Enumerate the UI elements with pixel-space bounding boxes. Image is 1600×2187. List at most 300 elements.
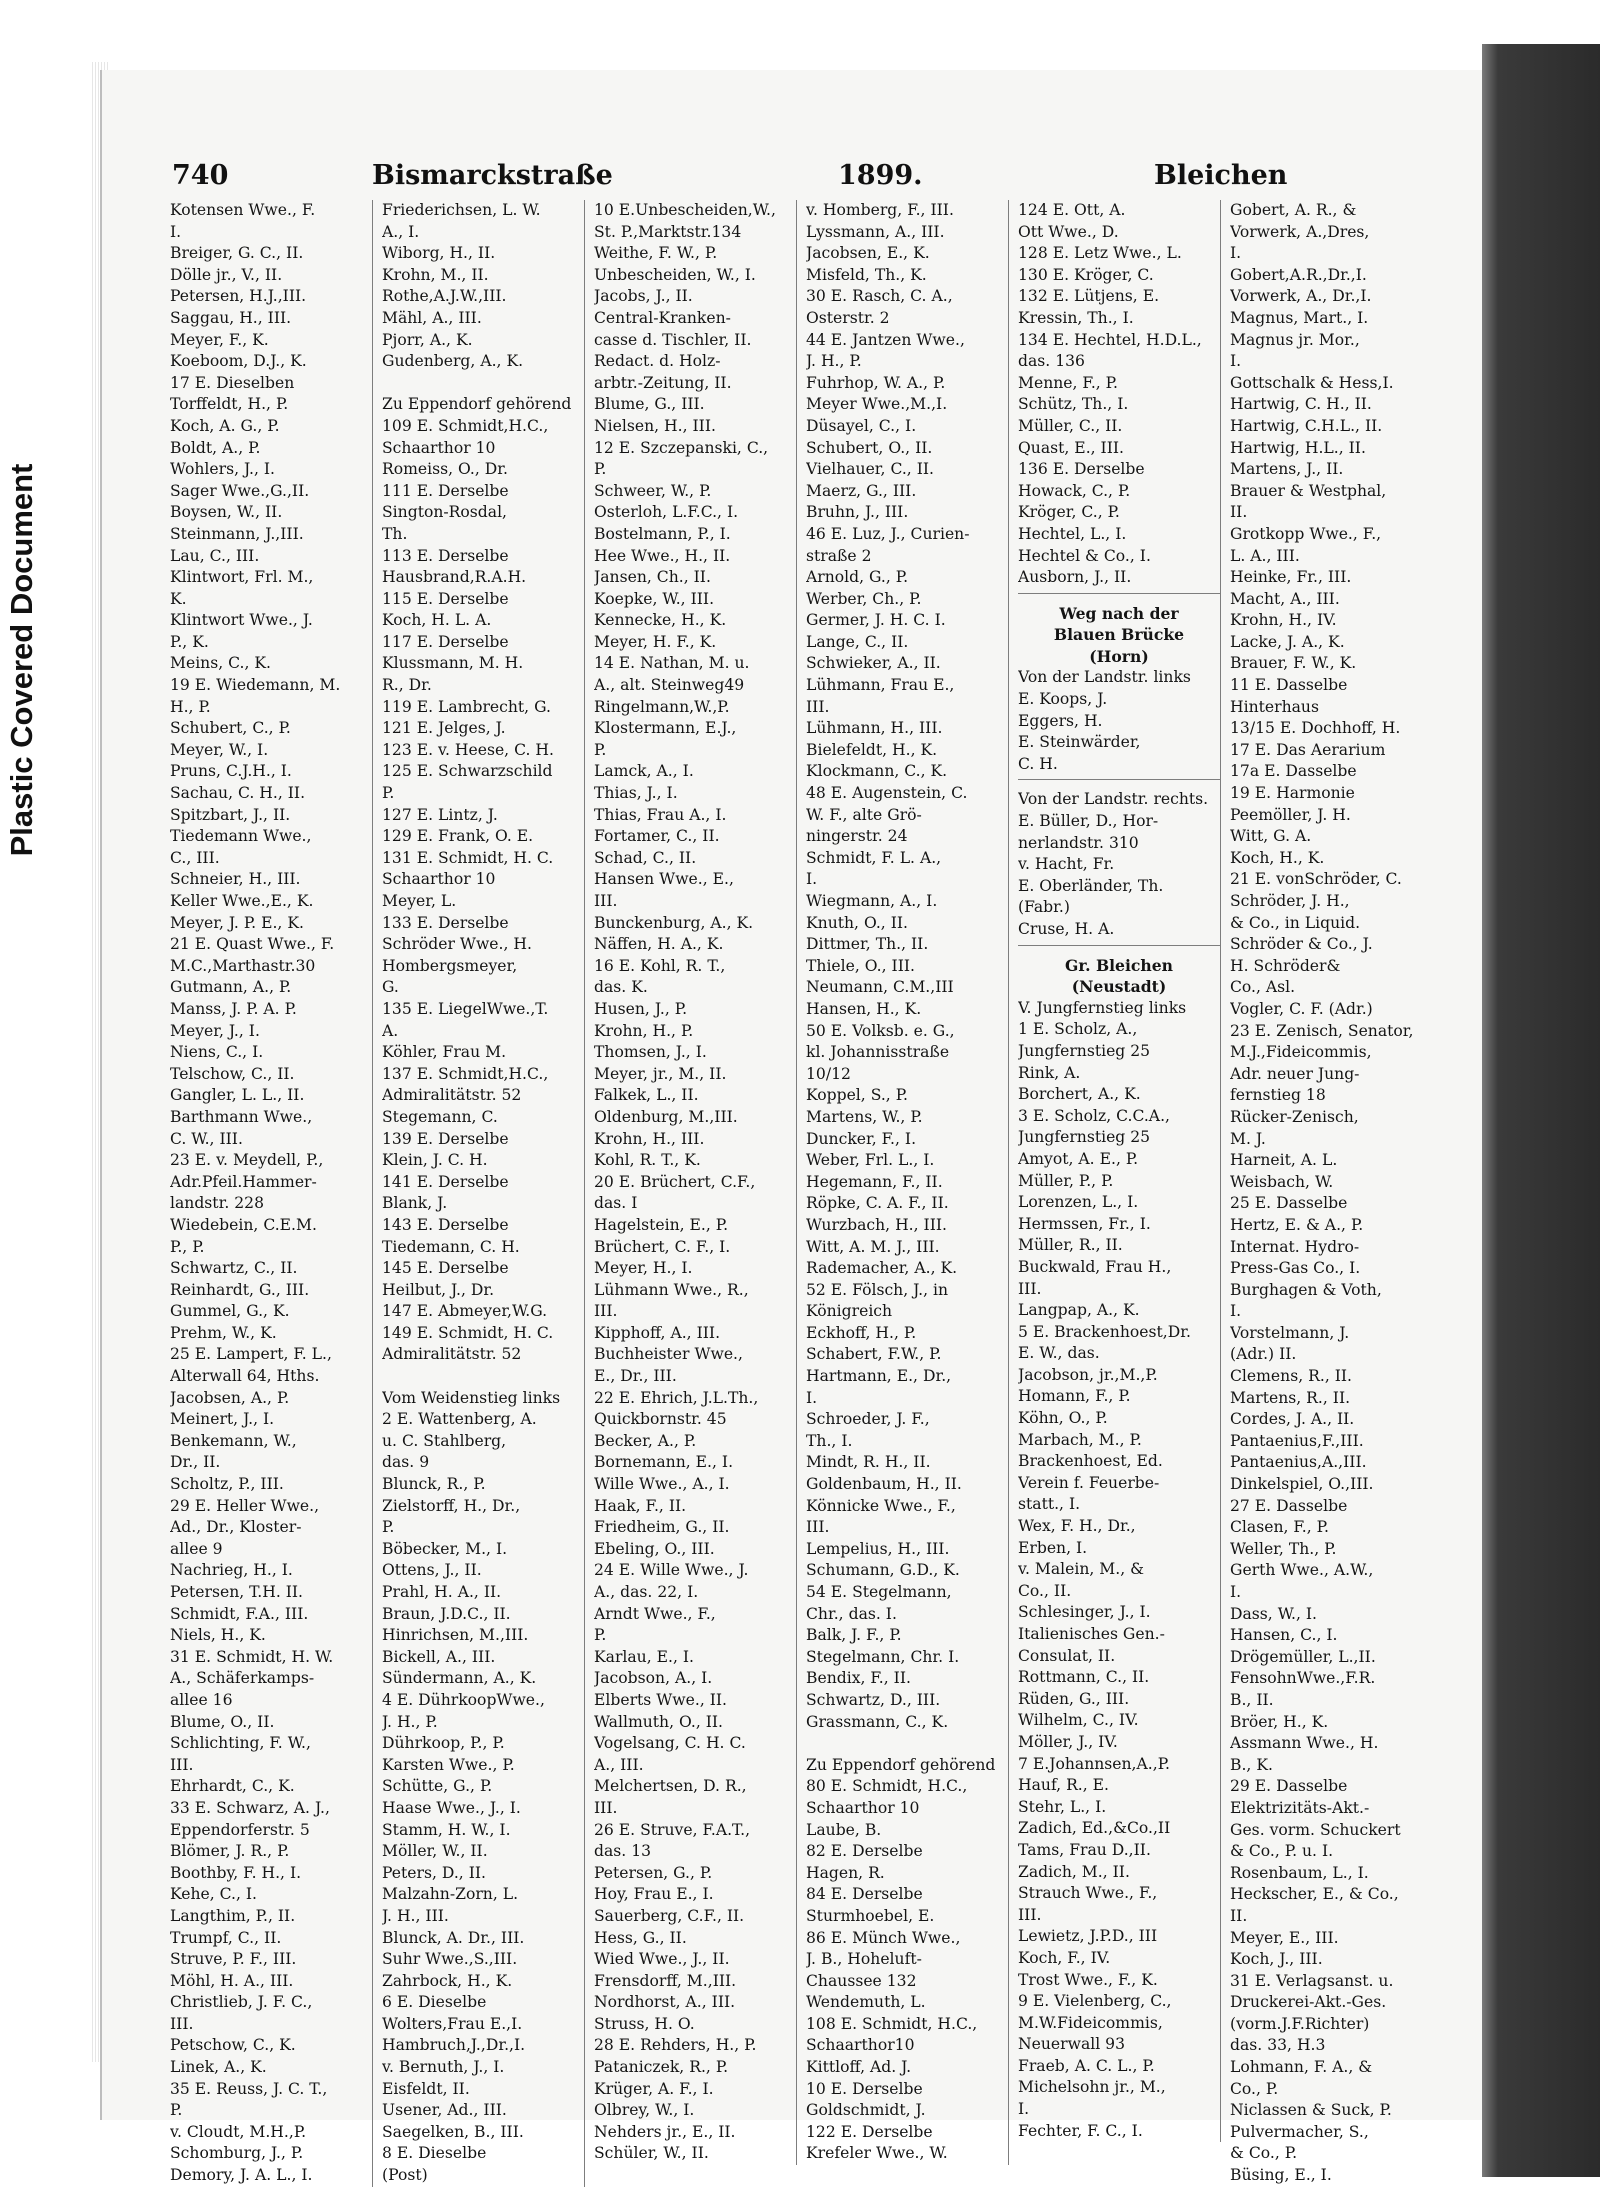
scanner-edge [1482, 44, 1600, 2177]
directory-entry-line: Klintwort Wwe., J. [170, 611, 313, 630]
directory-entry-line: E. Koops, J. [1018, 690, 1108, 709]
directory-entry-line: 46 E. Luz, J., Curien- [806, 524, 970, 543]
directory-entry-line: I. [1018, 2100, 1030, 2119]
directory-entry-line: H., P. [170, 697, 211, 716]
directory-entry-line: 139 E. Derselbe [382, 1129, 509, 1148]
directory-entry-line: Krüger, A. F., I. [594, 2079, 714, 2098]
directory-entry-line: 25 E. Dasselbe [1230, 1194, 1348, 1213]
directory-entry-line: Witt, A. M. J., III. [806, 1237, 940, 1256]
directory-entry-line: Hess, G., II. [594, 1928, 687, 1947]
directory-entry-line: Co., II. [1018, 1581, 1072, 1600]
directory-entry-line: Eggers, H. [1018, 711, 1103, 730]
directory-entry-line: Cruse, H. A. [1018, 920, 1115, 938]
directory-entry-line: 84 E. Derselbe [806, 1885, 923, 1904]
directory-entry-line: Meyer, jr., M., II. [594, 1064, 727, 1083]
directory-entry-line: Frensdorff, M.,III. [594, 1971, 737, 1990]
directory-entry-line: A., das. 22, I. [594, 1583, 699, 1601]
directory-entry-line: Fraeb, A. C. L., P. [1018, 2056, 1155, 2075]
directory-entry-line: I. [1230, 244, 1242, 263]
directory-entry-line: fernstieg 18 [1230, 1086, 1326, 1105]
directory-entry-line: Jacobson, A., I. [594, 1669, 713, 1688]
directory-entry-line: Amyot, A. E., P. [1018, 1149, 1139, 1168]
directory-entry-line: Niclassen & Suck, P. [1230, 2101, 1392, 2120]
directory-entry-line: Meyer, E., III. [1230, 1928, 1339, 1947]
directory-entry-line: P., K. [170, 632, 209, 651]
directory-entry-line: 119 E. Lambrecht, G. [382, 697, 551, 716]
directory-entry-line: 131 E. Schmidt, H. C. [382, 848, 554, 867]
directory-entry-line: Goldschmidt, J. [806, 2101, 926, 2120]
directory-entry-line: Vorstelmann, J. [1230, 1323, 1350, 1342]
directory-entry-line: 133 E. Derselbe [382, 913, 509, 932]
directory-entry-line: Kennecke, H., K. [594, 611, 727, 630]
directory-entry-line: Th. [382, 524, 408, 543]
directory-entry-line: C., III. [170, 848, 220, 867]
directory-entry-line: C. W., III. [170, 1129, 243, 1148]
directory-entry-line: Menne, F., P. [1018, 373, 1118, 392]
directory-entry-line: Lühmann, Frau E., [806, 676, 955, 695]
directory-entry-line: 10/12 [806, 1064, 851, 1083]
directory-entry-line: Vom Weidenstieg links [382, 1388, 561, 1407]
directory-entry-line: Meyer Wwe.,M.,I. [806, 395, 948, 414]
directory-entry-line: v. Bernuth, J., I. [382, 2058, 505, 2077]
directory-entry-line: Ott Wwe., D. [1018, 222, 1119, 241]
directory-entry-line: Wiegmann, A., I. [806, 892, 938, 910]
directory-entry-line: Klussmann, M. H. [382, 654, 524, 673]
directory-entry-line: Blank, J. [382, 1194, 448, 1213]
directory-entry-line: Adr. neuer Jung- [1230, 1064, 1360, 1083]
directory-entry-line: Gottschalk & Hess,I. [1230, 373, 1394, 392]
directory-entry-line: Pantaenius,F.,III. [1230, 1431, 1364, 1450]
directory-entry-line: Schwartz, C., II. [170, 1259, 298, 1278]
directory-entry-line: II. [1230, 1906, 1248, 1925]
directory-entry-line: 141 E. Derselbe [382, 1172, 509, 1191]
directory-entry-line: Röpke, C. A. F., II. [806, 1194, 949, 1213]
directory-entry-line: Quickbornstr. 45 [594, 1410, 727, 1429]
directory-entry-line: E. Oberländer, Th. [1018, 876, 1164, 895]
directory-entry-line: Chr., das. I. [806, 1604, 897, 1623]
directory-entry-line: Zu Eppendorf gehörend [806, 1755, 996, 1774]
directory-entry-line: Heckscher, E., & Co., [1230, 1885, 1399, 1904]
directory-entry-line: I. [1230, 352, 1242, 371]
directory-entry-line: straße 2 [806, 546, 872, 565]
directory-entry-line: P. [594, 740, 607, 759]
directory-entry-line: arbtr.-Zeitung, II. [594, 373, 732, 392]
directory-entry-line: P. [170, 2101, 183, 2120]
directory-entry-line: Ebeling, O., III. [594, 1539, 715, 1558]
directory-entry-line: & Co., P. u. I. [1230, 1842, 1334, 1861]
directory-entry-line: Schmidt, F.A., III. [170, 1604, 309, 1623]
directory-entry-line: A., alt. Steinweg49 [594, 676, 745, 695]
directory-entry-line: Buckwald, Frau H., [1018, 1257, 1172, 1276]
directory-entry-line: Struve, P. F., III. [170, 1950, 297, 1969]
directory-entry-line: Schaarthor 10 [382, 870, 496, 889]
directory-entry-line: Bornemann, E., I. [594, 1453, 734, 1472]
directory-entry-line: Olbrey, W., I. [594, 2101, 695, 2120]
directory-entry-line: K. [170, 589, 187, 608]
directory-entry-line: 82 E. Derselbe [806, 1842, 923, 1861]
directory-entry-line: Gerth Wwe., A.W., [1230, 1561, 1374, 1580]
directory-entry-line: Schaarthor 10 [806, 1798, 920, 1817]
directory-entry-line: Vorwerk, A., Dr.,I. [1230, 287, 1372, 306]
directory-entry-line: Druckerei-Akt.-Ges. [1230, 1993, 1387, 2012]
directory-entry-line: Witt, G. A. [1230, 827, 1312, 846]
directory-entry-line: Schaarthor 10 [382, 438, 496, 457]
directory-entry-line: Consulat, II. [1018, 1646, 1116, 1665]
directory-column-3 [594, 200, 797, 2165]
directory-entry-line: Zielstorff, H., Dr., [382, 1496, 521, 1515]
directory-entry-line: Husen, J., P. [594, 999, 688, 1018]
directory-entry-line: 8 E. Dieselbe [382, 2144, 487, 2163]
directory-entry-line: Hansen Wwe., E., [594, 870, 734, 889]
directory-entry-line: Meinert, J., I. [170, 1410, 275, 1429]
directory-column-5 [1018, 200, 1221, 2142]
directory-entry-line: Martens, J., II. [1230, 460, 1344, 479]
directory-entry-line: E. Büller, D., Hor- [1018, 812, 1159, 831]
directory-entry-line: (vorm.J.F.Richter) [1230, 2014, 1370, 2033]
directory-entry-line: Heilbut, J., Dr. [382, 1280, 495, 1299]
directory-entry-line: Thias, Frau A., I. [594, 805, 727, 824]
directory-entry-line: Schabert, F.W., P. [806, 1345, 942, 1364]
directory-entry-line: Nehders jr., E., II. [594, 2122, 736, 2141]
directory-entry-line: Italienisches Gen.- [1018, 1625, 1165, 1643]
directory-entry-line: 19 E. Harmonie [1230, 784, 1355, 803]
directory-entry-line: Hinrichsen, M.,III. [382, 1626, 529, 1645]
directory-entry-line: Grassmann, C., K. [806, 1712, 949, 1731]
directory-entry-line: Scholtz, P., III. [170, 1475, 284, 1494]
directory-entry-line: I. [1230, 1302, 1242, 1321]
directory-entry-line: 11 E. Dasselbe [1230, 676, 1348, 695]
directory-entry-line: Thiele, O., III. [806, 956, 915, 975]
directory-entry-line: Clasen, F., P. [1230, 1518, 1329, 1537]
directory-entry-line: L. A., III. [1230, 546, 1300, 565]
directory-entry-line: III. [594, 1302, 618, 1321]
directory-entry-line: 129 E. Frank, O. E. [382, 827, 534, 846]
directory-entry-line: Weisbach, W. [1230, 1172, 1334, 1191]
directory-entry-line: & Co., P. [1230, 2144, 1298, 2163]
directory-entry-line: Neuerwall 93 [1018, 2035, 1126, 2054]
directory-entry-line: Jacobsen, E., K. [806, 244, 930, 263]
directory-entry-line: Schröder & Co., J. [1230, 935, 1373, 954]
directory-entry-line: Co., Asl. [1230, 978, 1296, 997]
directory-entry-line: III. [1018, 1905, 1042, 1924]
directory-entry-line: Peemöller, J. H. [1230, 805, 1351, 824]
directory-entry-line: Schweer, W., P. [594, 481, 712, 500]
directory-entry-line: A., Schäferkamps- [170, 1669, 315, 1688]
directory-entry-line: Nielsen, H., III. [594, 416, 716, 435]
directory-entry-line: 124 E. Ott, A. [1018, 201, 1126, 219]
directory-entry-line: Spitzbart, J., II. [170, 805, 291, 824]
directory-entry-line: 22 E. Ehrich, J.L.Th., [594, 1388, 759, 1407]
directory-entry-line: R., Dr. [382, 676, 432, 695]
directory-entry-line: E. W., das. [1018, 1344, 1100, 1363]
directory-entry-line: Niens, C., I. [170, 1043, 264, 1062]
directory-entry-line: Lohmann, F. A., & [1230, 2058, 1373, 2077]
directory-entry-line: 145 E. Derselbe [382, 1259, 509, 1278]
directory-entry-line: Haak, F., II. [594, 1496, 687, 1515]
directory-entry-line: Alterwall 64, Hths. [170, 1367, 320, 1386]
directory-entry-line: Lacke, J. A., K. [1230, 632, 1345, 651]
directory-entry-line: 28 E. Rehders, H., P. [594, 2036, 757, 2055]
directory-entry-line: Laube, B. [806, 1820, 882, 1839]
directory-entry-line: Klein, J. C. H. [382, 1151, 488, 1170]
directory-entry-line: Stehr, L., I. [1018, 1797, 1107, 1816]
directory-entry-line: Homann, F., P. [1018, 1387, 1131, 1406]
directory-entry-line: Stamm, H. W., I. [382, 1820, 511, 1839]
directory-entry-line: Petersen, H.J.,III. [170, 287, 307, 306]
directory-entry-line: G. [382, 978, 399, 997]
directory-entry-line: Meyer, H. F., K. [594, 632, 717, 651]
section-divider [1018, 593, 1220, 603]
directory-entry-line: Hansen, C., I. [1230, 1626, 1338, 1645]
directory-entry-line: Ad., Dr., Kloster- [170, 1518, 302, 1537]
directory-entry-line: M.W.Fideicommis, [1018, 2013, 1163, 2032]
directory-entry-line: 9 E. Vielenberg, C., [1018, 1992, 1172, 2011]
directory-entry-line: Struss, H. O. [594, 2014, 695, 2033]
directory-entry-line: Schlichting, F. W., [170, 1734, 311, 1753]
directory-entry-line: Sauerberg, C.F., II. [594, 1906, 745, 1925]
directory-entry-line: Wendemuth, L. [806, 1993, 926, 2012]
directory-entry-line: 29 E. Dasselbe [1230, 1777, 1348, 1796]
directory-entry-line: Rink, A. [1018, 1063, 1081, 1082]
directory-entry-line: Gudenberg, A., K. [382, 352, 524, 371]
directory-entry-line: 121 E. Jelges, J. [382, 719, 506, 738]
directory-entry-line: Trost Wwe., F., K. [1018, 1970, 1158, 1989]
directory-entry-line: Gutmann, A., P. [170, 978, 292, 997]
directory-entry-line: Köhler, Frau M. [382, 1043, 507, 1062]
directory-entry-line: Linek, A., K. [170, 2058, 267, 2077]
directory-entry-line: Klintwort, Frl. M., [170, 568, 314, 587]
directory-entry-line: Clemens, R., II. [1230, 1367, 1353, 1386]
directory-entry-line: Jungfernstieg 25 [1018, 1041, 1151, 1060]
directory-entry-line: Möller, J., IV. [1018, 1732, 1118, 1751]
directory-entry-line: 4 E. DührkoopWwe., [382, 1690, 545, 1709]
directory-entry-line: A. [382, 1021, 399, 1040]
directory-entry-line: (Fabr.) [1018, 898, 1070, 917]
directory-entry-line: Rücker-Zenisch, [1230, 1107, 1359, 1126]
directory-entry-line: Balk, J. F., P. [806, 1626, 902, 1645]
directory-entry-line: Petersen, T.H. II. [170, 1583, 304, 1601]
directory-entry-line [382, 373, 584, 395]
directory-entry-line: Borchert, A., K. [1018, 1085, 1141, 1104]
directory-entry-line: 2 E. Wattenberg, A. [382, 1410, 537, 1429]
directory-entry-line: Ehrhardt, C., K. [170, 1777, 295, 1796]
directory-entry-line: Hertz, E. & A., P. [1230, 1215, 1364, 1234]
directory-entry-line: I. [1230, 1583, 1242, 1601]
directory-entry-line: Schröder, J. H., [1230, 892, 1350, 910]
directory-entry-line: Hambruch,J.,Dr.,I. [382, 2036, 526, 2055]
directory-entry-line: Eisfeldt, II. [382, 2079, 470, 2098]
directory-entry-line: 23 E. Zenisch, Senator, [1230, 1021, 1414, 1040]
directory-entry-line: statt., I. [1018, 1495, 1081, 1514]
directory-entry-line: Meyer, J., I. [170, 1021, 260, 1040]
directory-entry-line: Trumpf, C., II. [170, 1928, 282, 1947]
section-heading: Weg nach der [1059, 603, 1179, 623]
directory-entry-line: Boothby, F. H., I. [170, 1863, 302, 1882]
directory-entry-line: 26 E. Struve, F.A.T., [594, 1820, 751, 1839]
directory-entry-line: ningerstr. 24 [806, 827, 908, 846]
directory-entry-line: Pjorr, A., K. [382, 330, 473, 349]
directory-entry-line: kl. Johannisstraße [806, 1043, 950, 1062]
directory-entry-line: 111 E. Derselbe [382, 481, 509, 500]
directory-entry-line: Zahrbock, H., K. [382, 1971, 513, 1990]
directory-entry-line: 143 E. Derselbe [382, 1215, 509, 1234]
directory-entry-line: Cordes, J. A., II. [1230, 1410, 1355, 1429]
directory-entry-line: Hegemann, F., II. [806, 1172, 943, 1191]
directory-entry-line: Osterstr. 2 [806, 308, 890, 327]
directory-entry-line: Lorenzen, L., I. [1018, 1193, 1139, 1212]
section-divider [1018, 945, 1220, 955]
directory-entry-line: Schmidt, F. L. A., [806, 848, 942, 867]
directory-entry-line: B., K. [1230, 1755, 1273, 1774]
directory-entry-line: Central-Kranken- [594, 308, 731, 327]
page-number: 740 [172, 160, 229, 191]
directory-entry-line: Kotensen Wwe., F. [170, 201, 316, 219]
directory-entry-line: Falkek, L., II. [594, 1086, 699, 1105]
directory-entry-line: Wille Wwe., A., I. [594, 1475, 730, 1494]
directory-entry-line: 31 E. Schmidt, H. W. [170, 1647, 334, 1666]
directory-entry-line: Friedheim, G., II. [594, 1518, 730, 1537]
directory-entry-line: Kittloff, Ad. J. [806, 2058, 912, 2077]
directory-entry-line: Tiedemann, C. H. [382, 1237, 520, 1256]
directory-entry-line: Marbach, M., P. [1018, 1430, 1142, 1449]
directory-entry-line: Bunckenburg, A., K. [594, 913, 754, 932]
directory-entry-line: Vielhauer, C., II. [806, 460, 934, 479]
directory-entry-line: 30 E. Rasch, C. A., [806, 287, 953, 306]
directory-entry-line: Schwartz, D., III. [806, 1690, 941, 1709]
directory-entry-line: Hartwig, H.L., II. [1230, 438, 1366, 457]
directory-entry-line: Oldenburg, M.,III. [594, 1107, 738, 1126]
section-heading: Blauen Brücke [1053, 625, 1185, 645]
directory-entry-line: Rottmann, C., II. [1018, 1668, 1150, 1687]
directory-entry-line: Duncker, F., I. [806, 1129, 917, 1148]
directory-entry-line: P. [382, 784, 395, 803]
directory-entry-line: Krohn, M., II. [382, 265, 489, 284]
directory-entry-line: Lau, C., III. [170, 546, 260, 565]
directory-entry-line: Krefeler Wwe., W. [806, 2144, 948, 2163]
directory-entry-line: Schomburg, J., P. [170, 2144, 304, 2163]
directory-entry-line: Harneit, A. L. [1230, 1151, 1338, 1170]
directory-entry-line: Brauer & Westphal, [1230, 481, 1387, 500]
directory-entry-line: Meins, C., K. [170, 654, 271, 673]
year-heading: 1899. [838, 160, 923, 191]
directory-entry-line: 54 E. Stegelmann, [806, 1583, 952, 1601]
section-heading: Gr. Bleichen [1065, 955, 1173, 975]
directory-entry-line: 33 E. Schwarz, A. J., [170, 1798, 330, 1817]
directory-entry-line: 31 E. Verlagsanst. u. [1230, 1971, 1394, 1990]
directory-entry-line: Lühmann Wwe., R., [594, 1280, 749, 1299]
directory-entry-line: Thomsen, J., I. [594, 1043, 707, 1062]
directory-entry-line: Weber, Frl. L., I. [806, 1151, 935, 1170]
directory-entry-line: Hausbrand,R.A.H. [382, 568, 527, 587]
directory-entry-line: Wurzbach, H., III. [806, 1215, 947, 1234]
directory-entry-line: Koch, F., IV. [1018, 1948, 1111, 1967]
directory-entry-line: Schroeder, J. F., [806, 1410, 930, 1429]
directory-entry-line: III. [1018, 1279, 1042, 1298]
directory-entry-line: B., II. [1230, 1690, 1274, 1709]
directory-entry-line: Torffeldt, H., P. [170, 395, 289, 414]
directory-entry-line: Schütte, G., P. [382, 1777, 493, 1796]
directory-entry-line: Möhl, H. A., III. [170, 1971, 294, 1990]
directory-entry-line: Christlieb, J. F. C., [170, 1993, 313, 2012]
directory-entry-line: Blunck, A. Dr., III. [382, 1928, 525, 1947]
directory-entry-line: Karlau, E., I. [594, 1647, 695, 1666]
directory-entry-line: 10 E.Unbescheiden,W., [594, 201, 776, 219]
directory-entry-line: W. F., alte Grö- [806, 805, 922, 824]
directory-entry-line: Martens, W., P. [806, 1107, 923, 1126]
directory-entry-line: Schubert, O., II. [806, 438, 933, 457]
directory-entry-line: Misfeld, Th., K. [806, 265, 927, 284]
directory-entry-line: 147 E. Abmeyer,W.G. [382, 1302, 548, 1321]
directory-entry-line: 108 E. Schmidt, H.C., [806, 2014, 978, 2033]
directory-entry-line: 127 E. Lintz, J. [382, 805, 498, 824]
directory-entry-line: Brüchert, C. F., I. [594, 1237, 731, 1256]
directory-entry-line: Hechtel & Co., I. [1018, 546, 1151, 565]
directory-entry-line [382, 1366, 584, 1388]
directory-entry-line: allee 9 [170, 1539, 223, 1558]
directory-entry-line: 3 E. Scholz, C.C.A., [1018, 1106, 1170, 1125]
directory-entry-line: III. [806, 697, 830, 716]
directory-entry-line: 6 E. Dieselbe [382, 1993, 487, 2012]
directory-entry-line: 21 E. vonSchröder, C. [1230, 870, 1402, 889]
directory-entry-line: M.J.,Fideicommis, [1230, 1043, 1372, 1062]
directory-entry-line: Rademacher, A., K. [806, 1259, 958, 1278]
directory-entry-line: 136 E. Derselbe [1018, 460, 1145, 479]
directory-entry-line: Admiralitätstr. 52 [382, 1345, 522, 1364]
directory-entry-line: 86 E. Münch Wwe., [806, 1928, 961, 1947]
directory-entry-line: Bendix, F., II. [806, 1669, 911, 1688]
directory-entry-line: Hartwig, C. H., II. [1230, 395, 1372, 414]
directory-entry-line: Wilhelm, C., IV. [1018, 1711, 1139, 1730]
directory-entry-line: Suhr Wwe.,S.,III. [382, 1950, 518, 1969]
directory-entry-line: Blume, G., III. [594, 395, 705, 414]
directory-entry-line: Zu Eppendorf gehörend [382, 395, 572, 414]
directory-entry-line: Redact. d. Holz- [594, 352, 721, 371]
directory-entry-line: Ausborn, J., II. [1018, 568, 1132, 587]
directory-entry-line: Usener, Ad., III. [382, 2101, 507, 2120]
directory-entry-line: III. [594, 1798, 618, 1817]
directory-entry-line: Stegemann, C. [382, 1107, 498, 1126]
directory-entry-line: Zadich, M., II. [1018, 1862, 1130, 1881]
directory-entry-line: allee 16 [170, 1690, 233, 1709]
directory-entry-line: Petschow, C., K. [170, 2036, 296, 2055]
directory-entry-line: Schlesinger, J., I. [1018, 1603, 1151, 1622]
directory-entry-line: III. [170, 1755, 194, 1774]
directory-entry-line: Könnicke Wwe., F., [806, 1496, 956, 1515]
directory-entry-line: Benkemann, W., [170, 1431, 297, 1450]
directory-entry-line: P. [382, 1518, 395, 1537]
directory-entry-line: Brauer, F. W., K. [1230, 654, 1357, 673]
directory-entry-line: Gangler, L. L., II. [170, 1086, 305, 1105]
directory-entry-line: Jacobsen, A., P. [170, 1388, 290, 1407]
directory-entry-line: 80 E. Schmidt, H.C., [806, 1777, 968, 1796]
directory-entry-line: nerlandstr. 310 [1018, 833, 1139, 852]
directory-entry-line: Wolters,Frau E.,I. [382, 2014, 523, 2033]
directory-entry-line: Howack, C., P. [1018, 481, 1131, 500]
directory-entry-line: II. [1230, 503, 1248, 522]
directory-entry-line: Nordhorst, A., III. [594, 1993, 736, 2012]
directory-entry-line: Koch, H., K. [1230, 848, 1325, 867]
directory-entry-line: Blömer, J. R., P. [170, 1842, 290, 1861]
directory-entry-line: 16 E. Kohl, R. T., [594, 956, 726, 975]
directory-entry-line: Martens, R., II. [1230, 1388, 1351, 1407]
directory-entry-line: Co., P. [1230, 2079, 1279, 2098]
directory-entry-line: 137 E. Schmidt,H.C., [382, 1064, 549, 1083]
directory-entry-line: Wohlers, J., I. [170, 460, 276, 479]
directory-entry-line: Verein f. Feuerbe- [1018, 1473, 1160, 1492]
left-running-title: Bismarckstraße [372, 160, 613, 191]
directory-entry-line: Fuhrhop, W. A., P. [806, 373, 946, 392]
directory-entry-line: Chaussee 132 [806, 1971, 917, 1990]
